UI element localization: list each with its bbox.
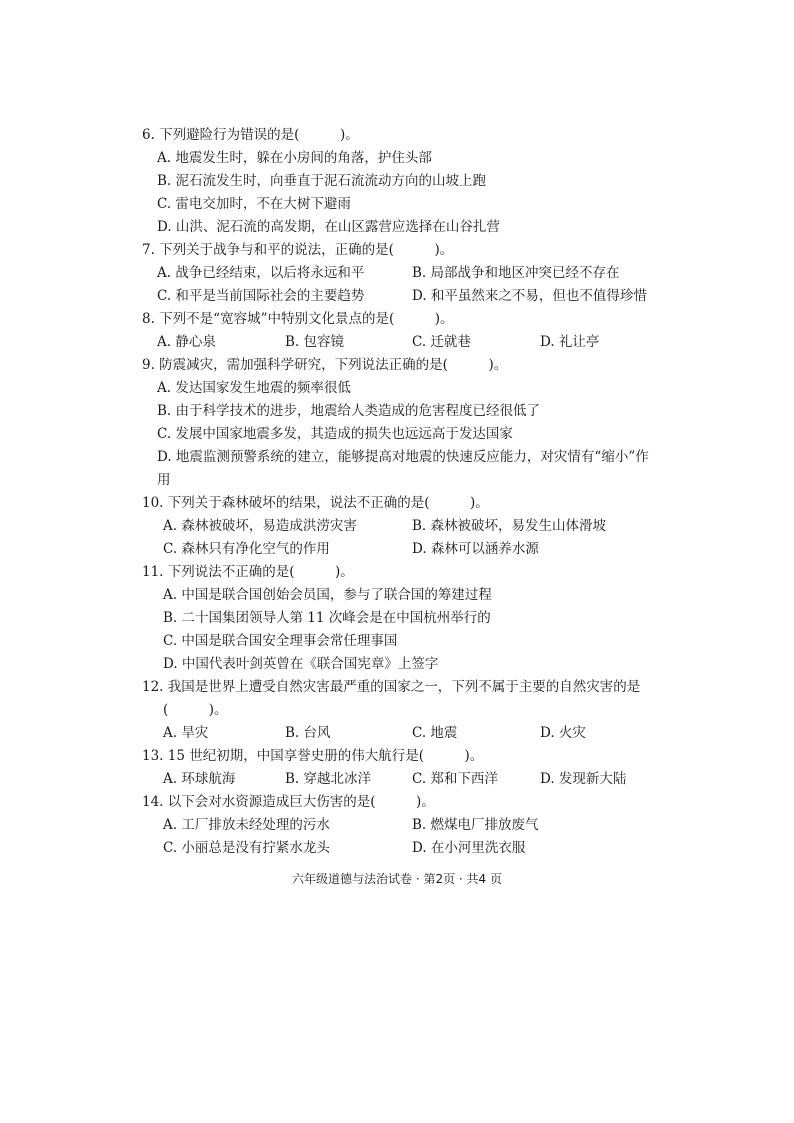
question-10-option-c: C. 森林只有净化空气的作用 — [163, 541, 330, 557]
question-13-option-a: A. 环球航海 — [163, 771, 236, 787]
question-10-option-a: A. 森林被破坏，易造成洪涝灾害 — [163, 518, 357, 534]
question-10-option-b: B. 森林被破坏，易发生山体滑坡 — [412, 518, 607, 534]
question-11-option-d: D. 中国代表叶剑英曾在《联合国宪章》上签字 — [163, 656, 439, 672]
question-13-option-b: B. 穿越北冰洋 — [285, 771, 372, 787]
question-10-stem: 10. 下列关于森林破坏的结果，说法不正确的是( )。 — [142, 495, 489, 511]
question-12-option-d: D. 火灾 — [540, 725, 586, 741]
question-14-option-c: C. 小丽总是没有拧紧水龙头 — [163, 840, 330, 856]
question-9-option-b: B. 由于科学技术的进步，地震给人类造成的危害程度已经很低了 — [157, 403, 541, 419]
question-9-option-c: C. 发展中国家地震多发，其造成的损失也远远高于发达国家 — [157, 426, 513, 442]
question-9-option-a: A. 发达国家发生地震的频率很低 — [157, 380, 351, 396]
question-14-option-a: A. 工厂排放未经处理的污水 — [163, 817, 330, 833]
question-14-option-d: D. 在小河里洗衣服 — [412, 840, 526, 856]
question-12-option-a: A. 旱灾 — [163, 725, 209, 741]
question-7-option-d: D. 和平虽然来之不易，但也不值得珍惜 — [412, 288, 647, 304]
question-6-option-b: B. 泥石流发生时，向垂直于泥石流流动方向的山坡上跑 — [157, 173, 487, 189]
question-9-option-d: D. 地震监测预警系统的建立，能够提高对地震的快速反应能力，对灾情有“缩小”作 — [157, 449, 649, 465]
question-8-option-d: D. 礼让亭 — [540, 334, 600, 350]
question-14-stem: 14. 以下会对水资源造成巨大伤害的是( )。 — [142, 794, 435, 810]
question-9-stem: 9. 防震减灾，需加强科学研究，下列说法正确的是( )。 — [142, 357, 508, 373]
question-7-option-b: B. 局部战争和地区冲突已经不存在 — [412, 265, 620, 281]
question-6-option-d: D. 山洪、泥石流的高发期，在山区露营应选择在山谷扎营 — [157, 219, 500, 235]
question-12-option-b: B. 台风 — [285, 725, 331, 741]
question-6-stem: 6. 下列避险行为错误的是( )。 — [142, 127, 359, 143]
question-13-stem: 13. 15 世纪初期，中国享誉史册的伟大航行是( )。 — [142, 748, 484, 764]
question-14-option-b: B. 燃煤电厂排放废气 — [412, 817, 539, 833]
question-6-option-a: A. 地震发生时，躲在小房间的角落，护住头部 — [157, 150, 432, 166]
question-13-option-c: C. 郑和下西洋 — [412, 771, 498, 787]
question-10-option-d: D. 森林可以涵养水源 — [412, 541, 539, 557]
question-11-option-b: B. 二十国集团领导人第 11 次峰会是在中国杭州举行的 — [163, 610, 491, 626]
question-12-option-c: C. 地震 — [412, 725, 458, 741]
question-11-option-c: C. 中国是联合国安全理事会常任理事国 — [163, 633, 398, 649]
question-11-stem: 11. 下列说法不正确的是( )。 — [142, 564, 354, 580]
question-13-option-d: D. 发现新大陆 — [540, 771, 627, 787]
question-7-option-c: C. 和平是当前国际社会的主要趋势 — [157, 288, 365, 304]
question-9-option-d-continued: 用 — [157, 472, 171, 488]
question-6-option-c: C. 雷电交加时，不在大树下避雨 — [157, 196, 351, 212]
question-11-option-a: A. 中国是联合国创始会员国，参与了联合国的筹建过程 — [163, 587, 492, 603]
question-12-stem: 12. 我国是世界上遭受自然灾害最严重的国家之一，下列不属于主要的自然灾害的是 — [142, 679, 641, 695]
question-8-stem: 8. 下列不是“宽容城”中特别文化景点的是( )。 — [142, 311, 454, 327]
question-8-option-b: B. 包容镜 — [285, 334, 345, 350]
question-7-stem: 7. 下列关于战争与和平的说法，正确的是( )。 — [142, 242, 454, 258]
question-7-option-a: A. 战争已经结束，以后将永远和平 — [157, 265, 365, 281]
question-12-stem-continued: ( )。 — [163, 702, 228, 718]
page-footer: 六年级道德与法治试卷 · 第2页 · 共4 页 — [292, 872, 502, 886]
question-8-option-c: C. 迁就巷 — [412, 334, 471, 350]
question-8-option-a: A. 静心泉 — [157, 334, 216, 350]
